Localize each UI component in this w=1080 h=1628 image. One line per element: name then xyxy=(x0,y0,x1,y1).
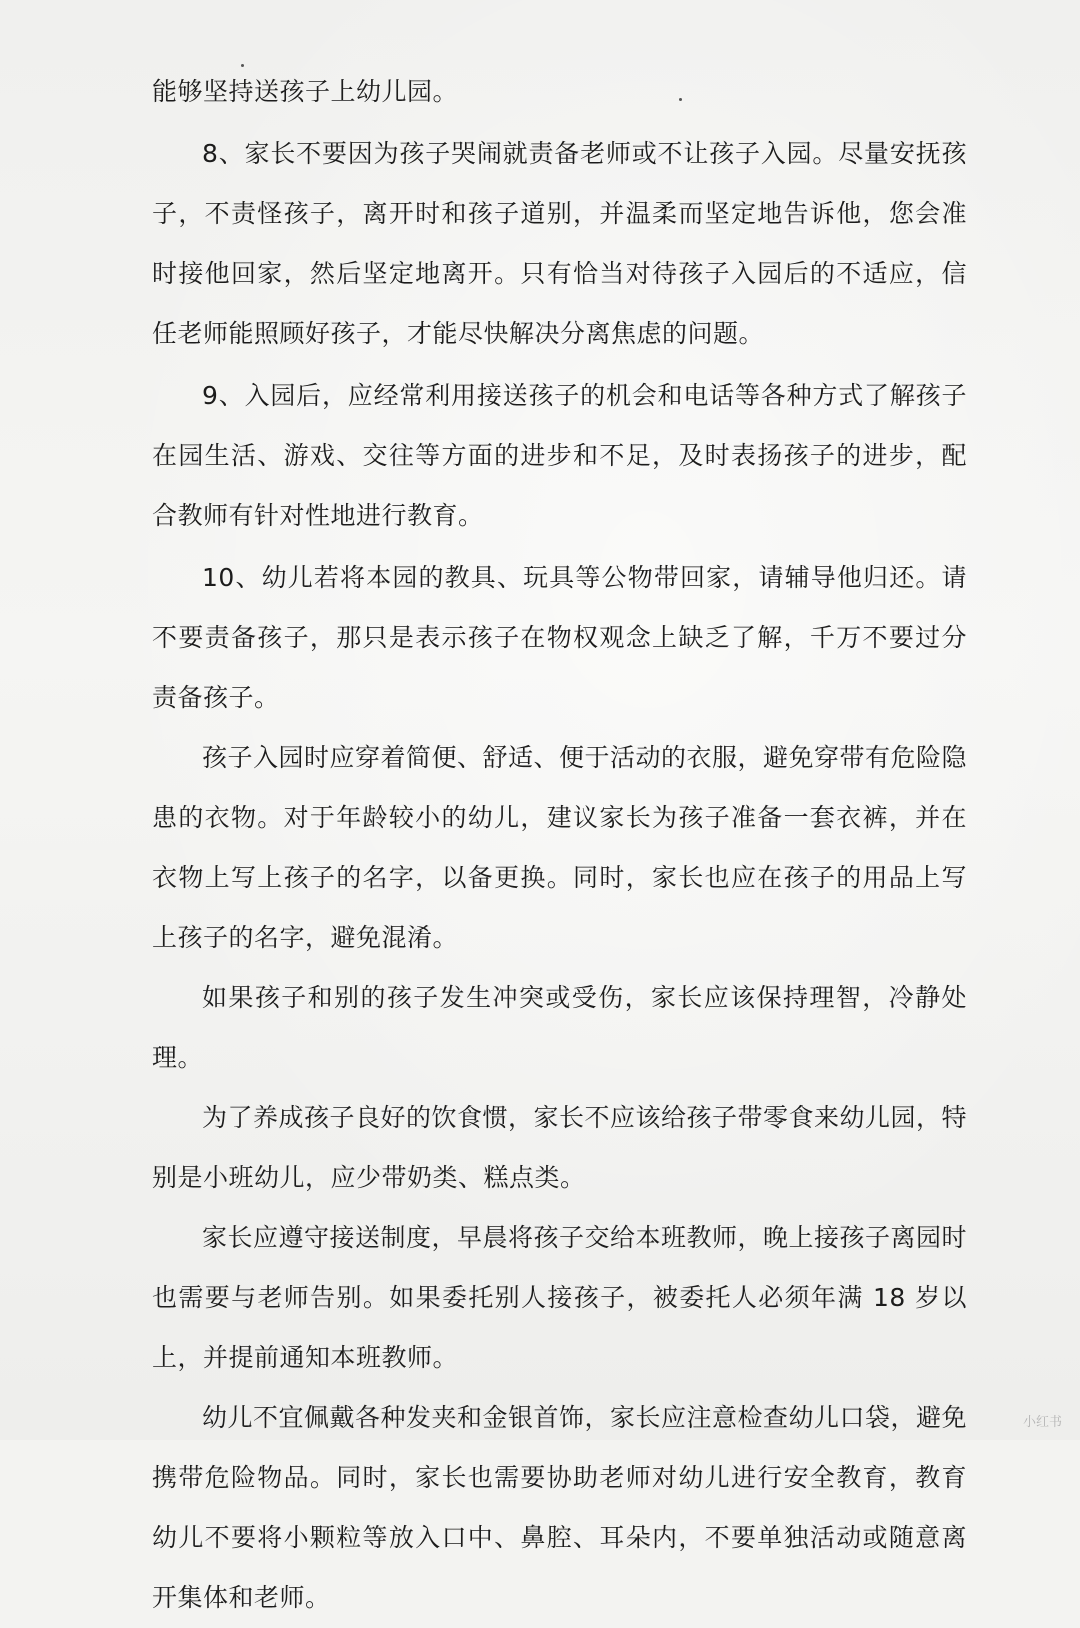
paragraph-continuation: 能够坚持送孩子上幼儿园。 xyxy=(152,77,459,106)
watermark: 小红书 xyxy=(1022,1415,1062,1430)
paragraph-item-10: 10、幼儿若将本园的教具、玩具等公物带回家，请辅导他归还。请不要责备孩子，那只是表示孩子在物权观念上缺乏了解，千万不要过分责备孩子。 xyxy=(152,563,967,712)
paragraph-safety: 幼儿不宜佩戴各种发夹和金银首饰，家长应注意检查幼儿口袋，避免携带危险物品。同时，家长也需要协助老师对幼儿进行安全教育，教育幼儿不要将小颗粒等放入口中、鼻腔、耳朵内，不要单独活动或随意离开集体和老师。 xyxy=(152,1403,968,1612)
paragraph-item-8: 8、家长不要因为孩子哭闹就责备老师或不让孩子入园。尽量安抚孩子，不责怪孩子，离开时和孩子道别，并温柔而坚定地告诉他，您会准时接他回家，然后坚定地离开。只有恰当对待孩子入园后的不适应，信任老师能照顾好孩子，才能尽快解决分离焦虑的问题。 xyxy=(152,139,967,348)
paragraph-item-9: 9、入园后，应经常利用接送孩子的机会和电话等各种方式了解孩子在园生活、游戏、交往等方面的进步和不足，及时表扬孩子的进步，配合教师有针对性地进行教育。 xyxy=(152,381,967,530)
paragraph-conflict: 如果孩子和别的孩子发生冲突或受伤，家长应该保持理智，冷静处理。 xyxy=(152,983,967,1072)
paragraph-clothing: 孩子入园时应穿着简便、舒适、便于活动的衣服，避免穿带有危险隐患的衣物。对于年龄较小的幼儿，建议家长为孩子准备一套衣裤，并在衣物上写上孩子的名字，以备更换。同时，家长也应在孩子的用品上写上孩子的名字，避免混淆。 xyxy=(152,743,968,952)
document-body xyxy=(152,62,967,1628)
paragraph-snacks: 为了养成孩子良好的饮食惯，家长不应该给孩子带零食来幼儿园，特别是小班幼儿，应少带奶类、糕点类。 xyxy=(152,1103,968,1192)
paragraph-pickup: 家长应遵守接送制度，早晨将孩子交给本班教师，晚上接孩子离园时也需要与老师告别。如果委托别人接孩子，被委托人必须年满 18 岁以上，并提前通知本班教师。 xyxy=(152,1223,968,1372)
